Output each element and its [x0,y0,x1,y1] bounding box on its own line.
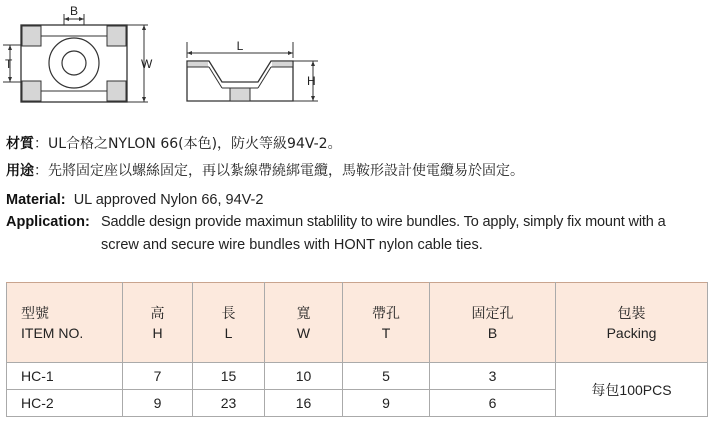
dim-t-label: T [5,57,13,71]
usage-zh-line [6,160,524,180]
cell-b: 3 [430,363,556,390]
cell-h: 9 [123,390,193,417]
material-zh-label: 材質 [6,136,34,152]
material-zh-text: ：UL合格之NYLON 66(本色)，防火等級94V-2。 [34,136,342,152]
cell-t: 5 [343,363,430,390]
dim-b-label: B [69,4,79,18]
material-en-label: Material: [6,192,66,208]
header-b: 固定孔 B [430,283,556,363]
header-w: 寬 W [265,283,343,363]
cell-l: 23 [193,390,265,417]
cell-l: 15 [193,363,265,390]
table-row [7,363,708,390]
application-en-line1: Saddle design provide maximun stablility to wire bundles. To apply, simply fix mount with a [101,214,666,230]
cell-w: 16 [265,390,343,417]
usage-zh-label: 用途 [6,163,34,179]
cell-b: 6 [430,390,556,417]
side-view [187,39,318,101]
dim-h-label: H [307,74,316,88]
cell-item: HC-1 [7,363,123,390]
technical-drawing [0,0,714,130]
material-en-line [6,192,263,208]
material-zh-line [6,133,342,153]
dim-w-label: W [141,57,153,71]
header-packing: 包裝 Packing [556,283,708,363]
cell-packing: 每包100PCS [556,363,708,417]
table-header-row [7,283,708,363]
usage-zh-text: ：先將固定座以螺絲固定，再以紮線帶繞綁電纜，馬鞍形設計使電纜易於固定。 [34,163,524,179]
application-en-label: Application: [6,214,90,230]
spec-table [6,282,708,417]
cell-h: 7 [123,363,193,390]
top-view [3,4,153,102]
application-en-line2: screw and secure wire bundles with HONT nylon cable ties. [101,237,483,253]
header-item-no: 型號 ITEM NO. [7,283,123,363]
header-l: 長 L [193,283,265,363]
cell-t: 9 [343,390,430,417]
dim-l-label: L [236,39,244,53]
material-en-text: UL approved Nylon 66, 94V-2 [73,192,264,208]
cell-item: HC-2 [7,390,123,417]
header-h: 高 H [123,283,193,363]
header-t: 帶孔 T [343,283,430,363]
cell-w: 10 [265,363,343,390]
